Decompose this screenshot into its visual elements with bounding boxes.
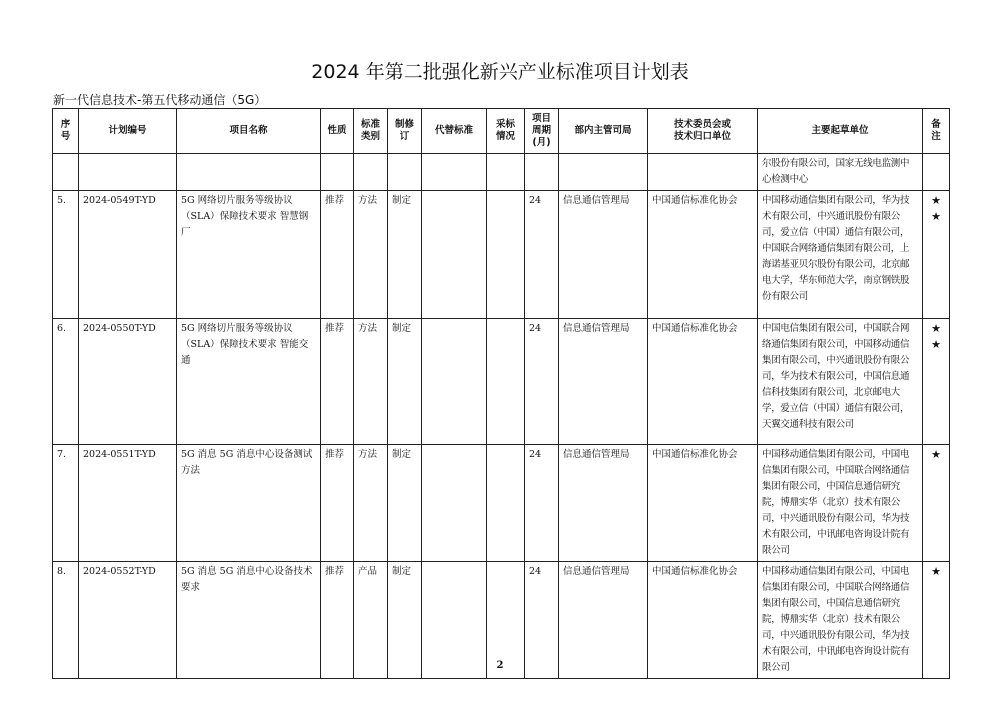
page-number: 2 [496, 660, 504, 671]
cell-seq: 5. [53, 191, 79, 319]
star-marker-icon: ★ ★ [923, 319, 950, 445]
cell-revision: 制定 [388, 319, 422, 445]
cell-nature: 推荐 [321, 445, 354, 562]
cell-revision: 制定 [388, 562, 422, 679]
header-adopted: 采标 情况 [487, 109, 525, 154]
cell-std-type: 方法 [354, 319, 388, 445]
star-marker-icon: ★ [923, 562, 950, 679]
cell-revision: 制定 [388, 191, 422, 319]
star-marker-icon: ★ [923, 445, 950, 562]
cell-name: 5G 网络切片服务等级协议（SLA）保障技术要求 智能交通 [177, 319, 321, 445]
header-nature: 性质 [321, 109, 354, 154]
table-row [53, 319, 950, 445]
cell-empty [388, 154, 422, 191]
cell-committee: 中国通信标准化协会 [648, 319, 758, 445]
cell-drafters: 中国移动通信集团有限公司，华为技术有限公司，中兴通讯股份有限公司，爱立信（中国）通信有限公司，中国联合网络通信集团有限公司，上海诺基亚贝尔股份有限公司，北京邮电大学，华东师范大学，南京钢铁股份有限公司 [758, 191, 923, 319]
cell-empty [79, 154, 177, 191]
cell-plan-no: 2024-0551T-YD [79, 445, 177, 562]
header-seq: 序 号 [53, 109, 79, 154]
cell-drafters: 中国移动通信集团有限公司，中国电信集团有限公司，中国联合网络通信集团有限公司，中国信息通信研究院，博鼎实华（北京）技术有限公司，中兴通讯股份有限公司，华为技术有限公司，中讯邮电咨询设计院有限公司 [758, 562, 923, 679]
cell-period: 24 [525, 319, 559, 445]
cell-empty [487, 154, 525, 191]
cell-std-type: 方法 [354, 191, 388, 319]
header-drafters: 主要起草单位 [758, 109, 923, 154]
cell-plan-no: 2024-0552T-YD [79, 562, 177, 679]
cell-committee: 中国通信标准化协会 [648, 562, 758, 679]
cell-empty [321, 154, 354, 191]
cell-empty [354, 154, 388, 191]
cell-nature: 推荐 [321, 319, 354, 445]
page-title: 2024 年第二批强化新兴产业标准项目计划表 [311, 61, 689, 83]
header-committee: 技术委员会或 技术归口单位 [648, 109, 758, 154]
header-revision: 制修 订 [388, 109, 422, 154]
cell-ministry: 信息通信管理局 [559, 445, 648, 562]
cell-std-type: 产品 [354, 562, 388, 679]
cell-name: 5G 消息 5G 消息中心设备技术要求 [177, 562, 321, 679]
cell-ministry: 信息通信管理局 [559, 562, 648, 679]
cell-seq: 8. [53, 562, 79, 679]
cell-adopted [487, 445, 525, 562]
cell-adopted [487, 319, 525, 445]
cell-empty [177, 154, 321, 191]
cell-plan-no: 2024-0550T-YD [79, 319, 177, 445]
cell-empty [923, 154, 950, 191]
header-name: 项目名称 [177, 109, 321, 154]
cell-drafters: 中国电信集团有限公司，中国联合网络通信集团有限公司，中国移动通信集团有限公司，中兴通讯股份有限公司，华为技术有限公司，中国信息通信科技集团有限公司，北京邮电大学，爱立信（中国）通信有限公司，天翼交通科技有限公司 [758, 319, 923, 445]
cell-empty [525, 154, 559, 191]
cell-nature: 推荐 [321, 191, 354, 319]
cell-drafters: 中国移动通信集团有限公司，中国电信集团有限公司，中国联合网络通信集团有限公司，中国信息通信研究院，博鼎实华（北京）技术有限公司，中兴通讯股份有限公司，华为技术有限公司，中讯邮电咨询设计院有限公司 [758, 445, 923, 562]
table-header-row [53, 109, 950, 154]
cell-replaced [422, 319, 487, 445]
cell-empty [422, 154, 487, 191]
cell-seq: 6. [53, 319, 79, 445]
cell-period: 24 [525, 445, 559, 562]
cell-period: 24 [525, 562, 559, 679]
cell-drafters: 尔股份有限公司，国家无线电监测中心检测中心 [758, 154, 923, 191]
cell-committee: 中国通信标准化协会 [648, 445, 758, 562]
header-replaced: 代替标准 [422, 109, 487, 154]
cell-ministry: 信息通信管理局 [559, 191, 648, 319]
star-marker-icon: ★ ★ [923, 191, 950, 319]
cell-empty [648, 154, 758, 191]
cell-ministry: 信息通信管理局 [559, 319, 648, 445]
table-row [53, 191, 950, 319]
cell-nature: 推荐 [321, 562, 354, 679]
table-row [53, 445, 950, 562]
cell-committee: 中国通信标准化协会 [648, 191, 758, 319]
cell-adopted [487, 191, 525, 319]
header-ministry: 部内主管司局 [559, 109, 648, 154]
cell-empty [559, 154, 648, 191]
cell-revision: 制定 [388, 445, 422, 562]
cell-replaced [422, 191, 487, 319]
category-label: 新一代信息技术-第五代移动通信（5G） [53, 93, 267, 107]
cell-name: 5G 消息 5G 消息中心设备测试方法 [177, 445, 321, 562]
cell-replaced [422, 445, 487, 562]
cell-period: 24 [525, 191, 559, 319]
cell-std-type: 方法 [354, 445, 388, 562]
header-std-type: 标准 类别 [354, 109, 388, 154]
cell-plan-no: 2024-0549T-YD [79, 191, 177, 319]
header-period: 项目 周期 (月) [525, 109, 559, 154]
standards-plan-table [52, 108, 950, 679]
header-plan-no: 计划编号 [79, 109, 177, 154]
cell-seq: 7. [53, 445, 79, 562]
cell-empty [53, 154, 79, 191]
table-row-continuation [53, 154, 950, 191]
cell-name: 5G 网络切片服务等级协议（SLA）保障技术要求 智慧钢厂 [177, 191, 321, 319]
header-remark: 备 注 [923, 109, 950, 154]
